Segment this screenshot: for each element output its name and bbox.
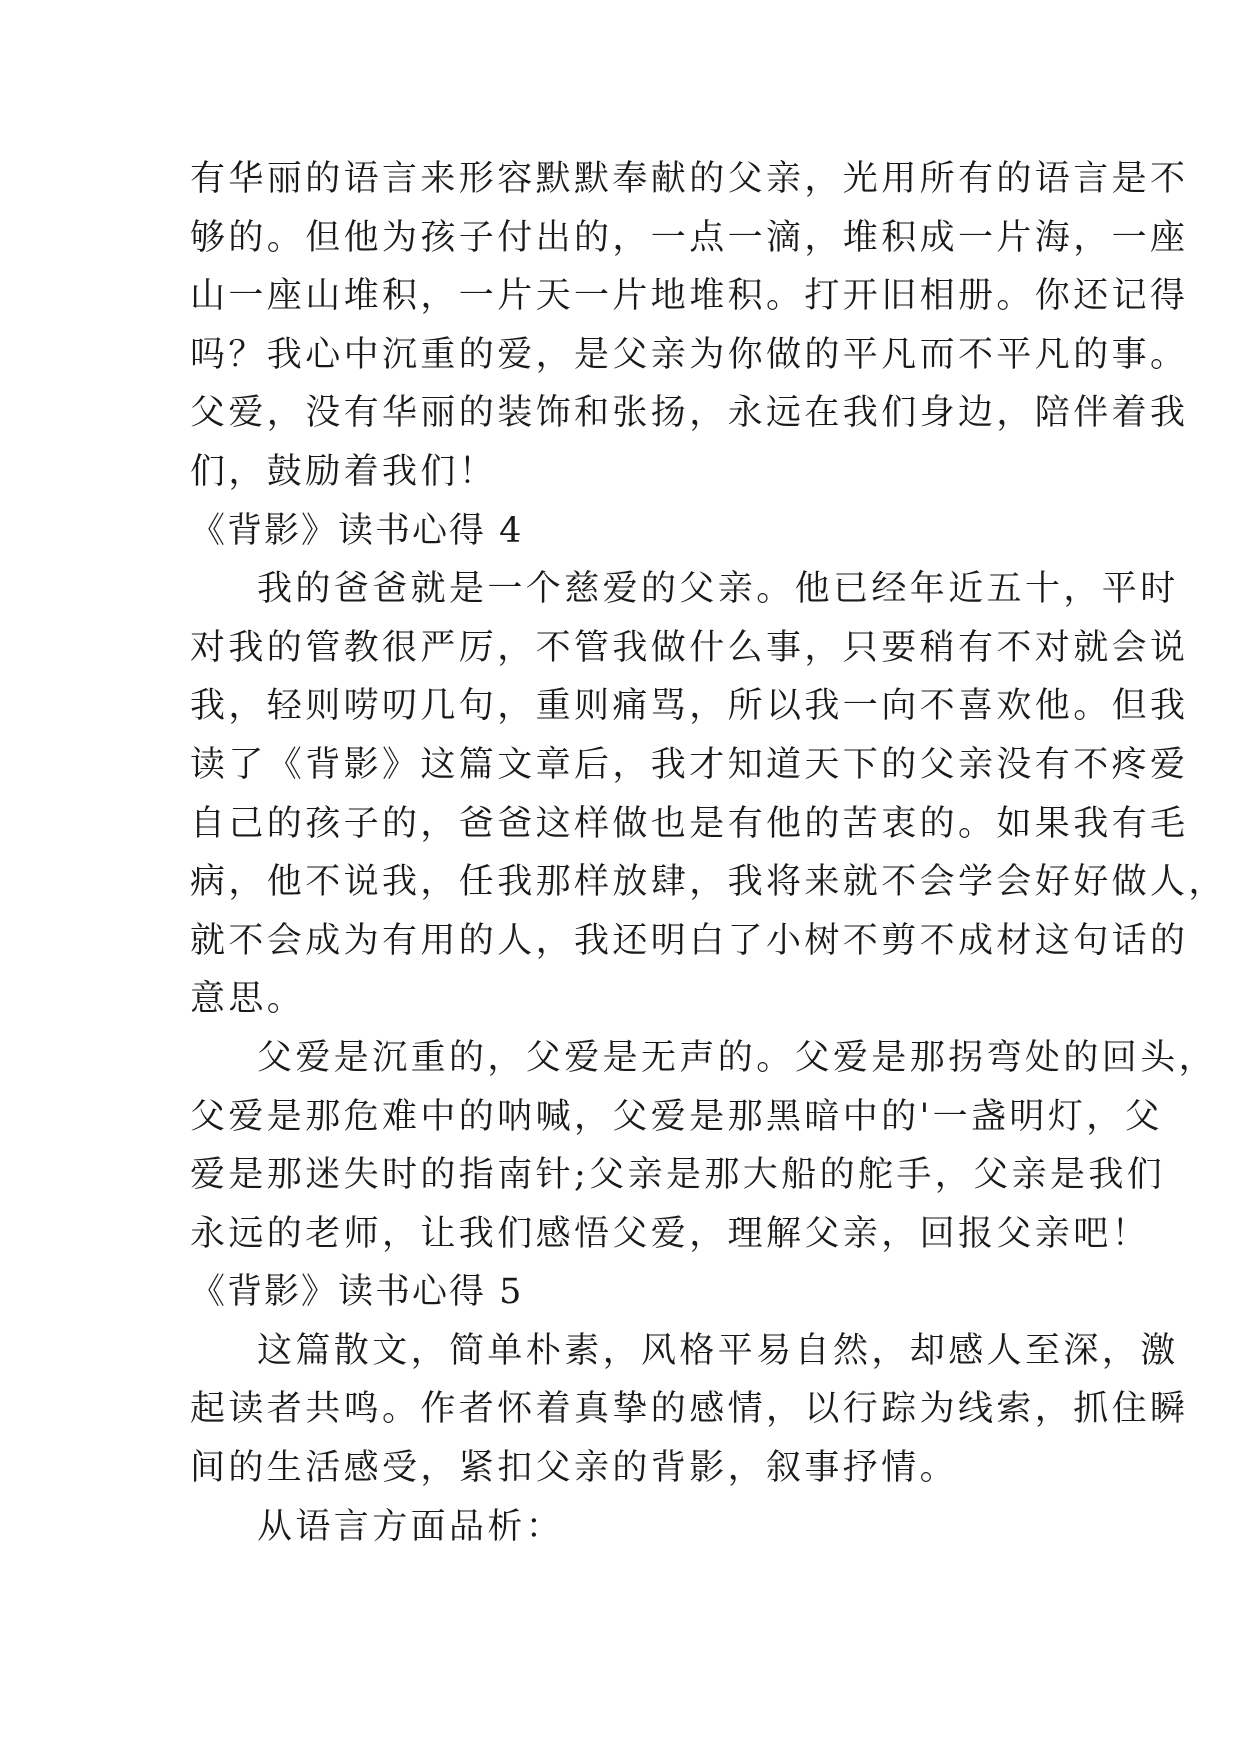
text-line: 就不会成为有用的人，我还明白了小树不剪不成材这句话的 (190, 920, 1189, 961)
document-page (190, 150, 1227, 1556)
text-line: 们，鼓励着我们！ (190, 451, 498, 492)
section-heading: 《背影》读书心得 5 (190, 1272, 524, 1313)
text-line: 父爱，没有华丽的装饰和张扬，永远在我们身边，陪伴着我 (190, 393, 1189, 434)
text-line: 自己的孩子的，爸爸这样做也是有他的苦衷的。如果我有毛 (190, 803, 1189, 844)
text-line: 我，轻则唠叨几句，重则痛骂，所以我一向不喜欢他。但我 (190, 686, 1189, 727)
paragraph-first-line: 从语言方面品析： (257, 1506, 565, 1547)
text-line: 父爱是那危难中的呐喊，父爱是那黑暗中的'一盏明灯，父 (190, 1096, 1164, 1137)
text-line: 山一座山堆积，一片天一片地堆积。打开旧相册。你还记得 (190, 276, 1189, 317)
paragraph-first-line: 这篇散文，简单朴素，风格平易自然，却感人至深，激 (257, 1330, 1179, 1371)
text-line: 够的。但他为孩子付出的，一点一滴，堆积成一片海，一座 (190, 217, 1189, 258)
text-line: 病，他不说我，任我那样放肆，我将来就不会学会好好做人， (190, 862, 1227, 903)
text-line: 意思。 (190, 979, 306, 1020)
text-line: 起读者共鸣。作者怀着真挚的感情，以行踪为线索，抓住瞬 (190, 1389, 1189, 1430)
text-line: 读了《背影》这篇文章后，我才知道天下的父亲没有不疼爱 (190, 744, 1189, 785)
text-line: 吗？我心中沉重的爱，是父亲为你做的平凡而不平凡的事。 (190, 334, 1189, 375)
text-line: 对我的管教很严厉，不管我做什么事，只要稍有不对就会说 (190, 627, 1189, 668)
paragraph-first-line: 父爱是沉重的，父爱是无声的。父爱是那拐弯处的回头， (257, 1037, 1218, 1078)
text-line: 爱是那迷失时的指南针;父亲是那大船的舵手，父亲是我们 (190, 1155, 1166, 1196)
text-line: 有华丽的语言来形容默默奉献的父亲，光用所有的语言是不 (190, 159, 1189, 199)
text-line: 间的生活感受，紧扣父亲的背影，叙事抒情。 (190, 1448, 959, 1489)
text-line: 永远的老师，让我们感悟父爱，理解父亲，回报父亲吧！ (190, 1213, 1151, 1254)
paragraph-first-line: 我的爸爸就是一个慈爱的父亲。他已经年近五十，平时 (257, 569, 1179, 610)
section-heading: 《背影》读书心得 4 (190, 510, 524, 551)
